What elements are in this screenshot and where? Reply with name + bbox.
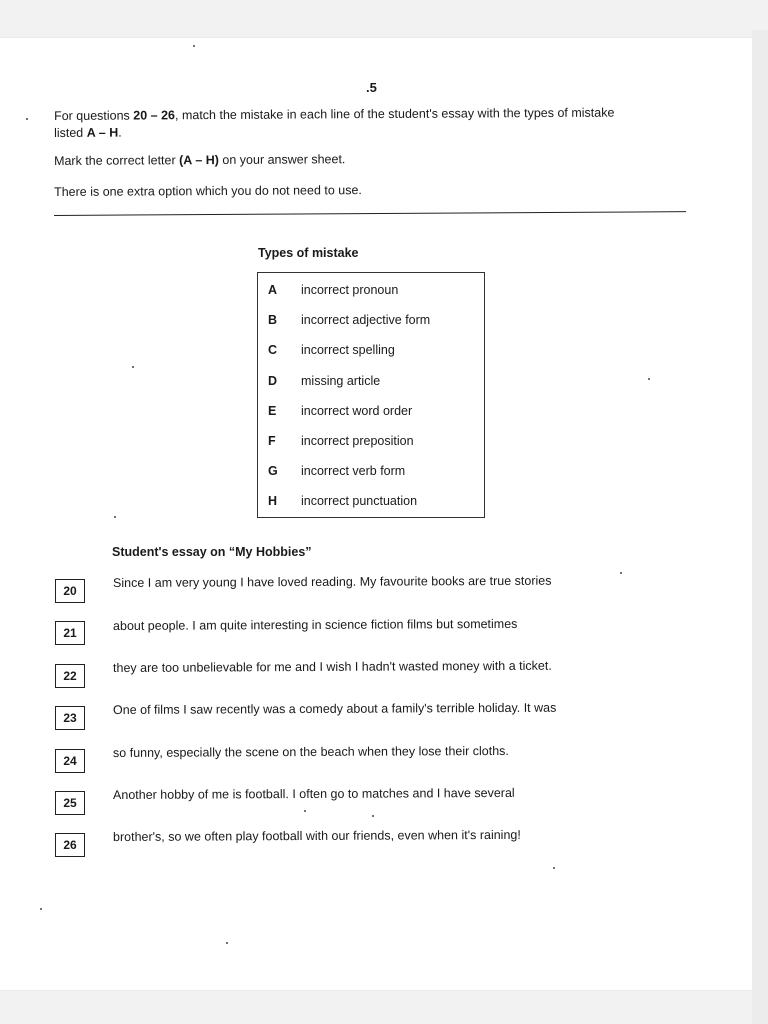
question-number-box: 26 xyxy=(55,833,85,857)
mistake-description: incorrect verb form xyxy=(301,464,406,478)
essay-line: so funny, especially the scene on the beach when they lose their cloths. xyxy=(113,743,509,760)
mistake-type-row xyxy=(258,464,484,486)
essay-line: they are too unbelievable for me and I wish I hadn't wasted money with a ticket. xyxy=(113,658,552,675)
mistake-type-row xyxy=(258,374,484,396)
essay-line: Since I am very young I have loved reading. My favourite books are true stories xyxy=(113,573,552,590)
mistake-letter: H xyxy=(268,494,278,508)
essay-line: about people. I am quite interesting in science fiction films but sometimes xyxy=(113,616,518,633)
instruction-line-1: For questions 20 – 26, match the mistake in each line of the student's essay with the types of mistake xyxy=(54,105,615,123)
mistake-letter: B xyxy=(268,313,278,327)
mistake-type-row xyxy=(258,283,484,305)
essay-title: Student's essay on “My Hobbies” xyxy=(112,545,312,559)
scan-speck xyxy=(132,366,134,368)
scan-speck xyxy=(226,942,228,944)
question-number-box: 22 xyxy=(55,664,85,688)
instruction-line-2: listed A – H. xyxy=(54,125,122,140)
scan-speck xyxy=(40,908,42,910)
mistake-type-row xyxy=(258,434,484,456)
scan-speck xyxy=(304,810,306,812)
instruction-line-4: There is one extra option which you do not need to use. xyxy=(54,183,362,199)
mistake-description: incorrect punctuation xyxy=(301,494,418,508)
essay-line: One of films I saw recently was a comedy about a family's terrible holiday. It was xyxy=(113,700,557,717)
question-number-box: 24 xyxy=(55,749,85,773)
page-edge-shadow xyxy=(752,30,768,1024)
mistake-letter: A xyxy=(268,283,278,297)
essay-line: brother's, so we often play football with our friends, even when it's raining! xyxy=(113,827,521,844)
scan-speck xyxy=(620,572,622,574)
mistake-type-row xyxy=(258,494,484,516)
mistake-letter: F xyxy=(268,434,276,448)
scan-speck xyxy=(26,118,28,120)
question-number-box: 20 xyxy=(55,579,85,603)
page-number: .5 xyxy=(366,80,377,95)
mistake-type-row xyxy=(258,404,484,426)
mistake-type-row xyxy=(258,313,484,335)
scan-speck xyxy=(553,867,555,869)
mistake-letter: C xyxy=(268,343,278,357)
mistake-description: incorrect adjective form xyxy=(301,313,431,327)
mistake-letter: E xyxy=(268,404,277,418)
mistake-letter: D xyxy=(268,374,278,388)
scan-speck xyxy=(114,516,116,518)
mistake-type-row xyxy=(258,343,484,365)
question-number-box: 21 xyxy=(55,621,85,645)
scan-speck xyxy=(372,815,374,817)
question-number-box: 23 xyxy=(55,706,85,730)
types-of-mistake-table xyxy=(257,272,485,518)
scan-speck xyxy=(648,378,650,380)
mistake-description: incorrect word order xyxy=(301,404,413,418)
mistake-description: incorrect pronoun xyxy=(301,283,399,297)
mistake-description: incorrect preposition xyxy=(301,434,414,448)
scan-speck xyxy=(193,45,195,47)
instruction-line-3: Mark the correct letter (A – H) on your answer sheet. xyxy=(54,152,346,168)
mistake-description: incorrect spelling xyxy=(301,343,395,357)
essay-line: Another hobby of me is football. I often go to matches and I have several xyxy=(113,785,515,802)
mistake-description: missing article xyxy=(301,374,381,388)
mistake-letter: G xyxy=(268,464,278,478)
question-number-box: 25 xyxy=(55,791,85,815)
types-of-mistake-title: Types of mistake xyxy=(258,246,359,260)
